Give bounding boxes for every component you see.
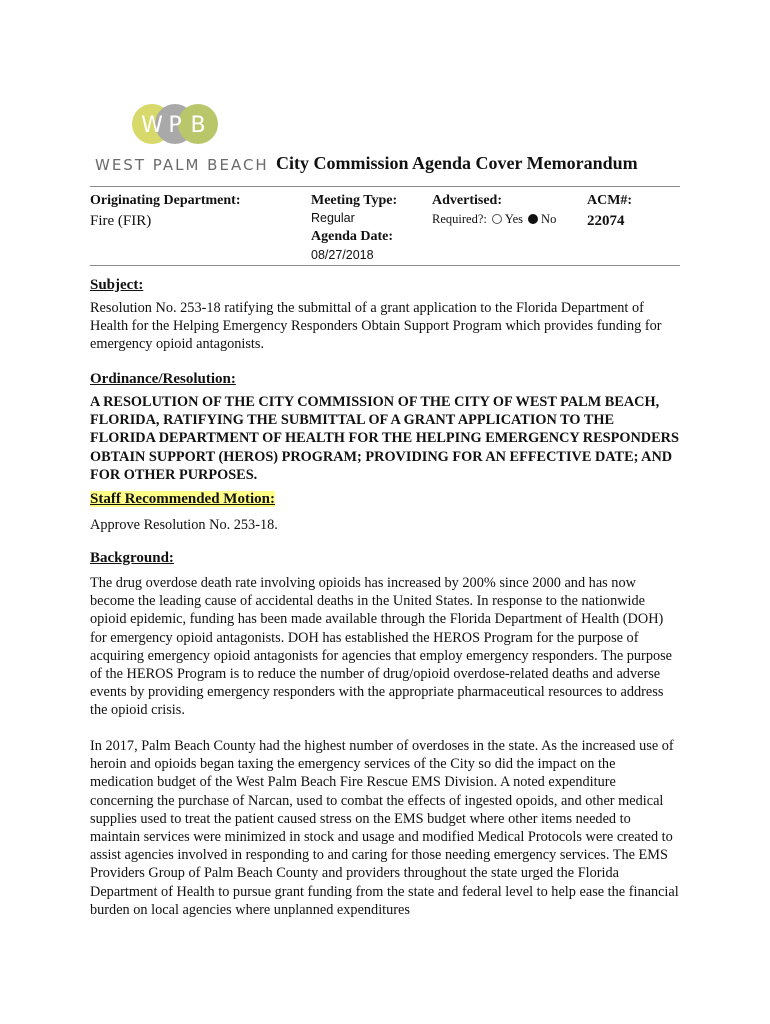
wpb-circles-icon [130,100,220,150]
background-heading: Background: [90,550,174,566]
advertised-label: Advertised: [432,193,502,208]
logo-letter-p: P [168,113,182,138]
yes-label: Yes [504,212,524,226]
radio-no-icon[interactable] [528,214,538,224]
advertised-required-row [432,212,556,227]
wpb-logo [95,100,269,180]
agenda-date-value: 08/27/2018 [311,248,374,262]
acm-label: ACM#: [587,193,633,208]
staff-motion-text: Approve Resolution No. 253-18. [90,517,278,533]
header-bottom-rule [90,265,680,266]
radio-yes-icon[interactable] [492,214,502,224]
agenda-date-label: Agenda Date: [311,229,394,244]
staff-motion-heading [90,491,275,508]
required-label: Required?: [432,212,487,226]
background-paragraph-1: The drug overdose death rate involving opioids has increased by 200% since 2000 and has now become the leading cause of accidental deaths in the United States. In response to the nationwide opioid epidemic, funding has been made available through the Florida Department of Health (DOH) for emergency opioid antagonists. DOH has established the HEROS Program for the purpose of acquiring emergency opioid antagonists for agencies that employ emergency responders. The purpose of the HEROS Program is to reduce the number of drug/opioid overdose-related deaths and adverse events by providing emergency responders with the appropriate pharmaceutical resources to address the opioid crisis. [90,575,673,719]
no-label: No [541,212,557,226]
background-paragraph-2: In 2017, Palm Beach County had the highest number of overdoses in the state. As the increased use of heroin and opioids began taxing the emergency services of the City so did the impact on the medication budget of the West Palm Beach Fire Rescue EMS Division. A noted expenditure concerning the purchase of Narcan, used to combat the effects of ingested opoids, and other medical supplies used to treat the patient caused stress on the EMS budget where other items needed to maintain services were minimized in stock and usage and modified Medical Protocols were created to assist agencies involved in responding to and caring for those needing emergency services. The EMS Providers Group of Palm Beach County and providers throughout the state urged the Florida Department of Health to pursue grant funding from the state and federal level to help ease the financial burden on local agencies where unplanned expenditures [90,738,679,918]
ordinance-heading: Ordinance/Resolution: [90,371,236,387]
logo-text: WEST PALM BEACH [95,156,269,174]
staff-motion-heading-text: Staff Recommended Motion: [90,491,275,507]
subject-text: Resolution No. 253-18 ratifying the submittal of a grant application to the Florida Department of Health for the Helping Emergency Responders Obtain Support Program which provides funding for emergency opioid antagonists. [90,300,662,353]
originating-department-label: Originating Department: [90,193,241,208]
originating-department-value: Fire (FIR) [90,213,152,229]
logo-letter-b: B [190,113,206,138]
header-top-rule [90,186,680,187]
memo-title: City Commission Agenda Cover Memorandum [276,153,638,173]
subject-heading: Subject: [90,277,144,293]
meeting-type-value: Regular [311,211,355,225]
ordinance-text: A RESOLUTION OF THE CITY COMMISSION OF THE CITY OF WEST PALM BEACH, FLORIDA, RATIFYING THE SUBMITTAL OF A GRANT APPLICATION TO THE FLORIDA DEPARTMENT OF HEALTH FOR THE HELPING EMERGENCY RESPONDERS OBTAIN SUPPORT (HEROS) PROGRAM; PROVIDING FOR AN EFFECTIVE DATE; AND FOR OTHER PURPOSES. [90,394,679,483]
acm-number: 22074 [587,213,625,229]
logo-letter-w: W [141,113,163,138]
meeting-type-label: Meeting Type: [311,193,398,208]
